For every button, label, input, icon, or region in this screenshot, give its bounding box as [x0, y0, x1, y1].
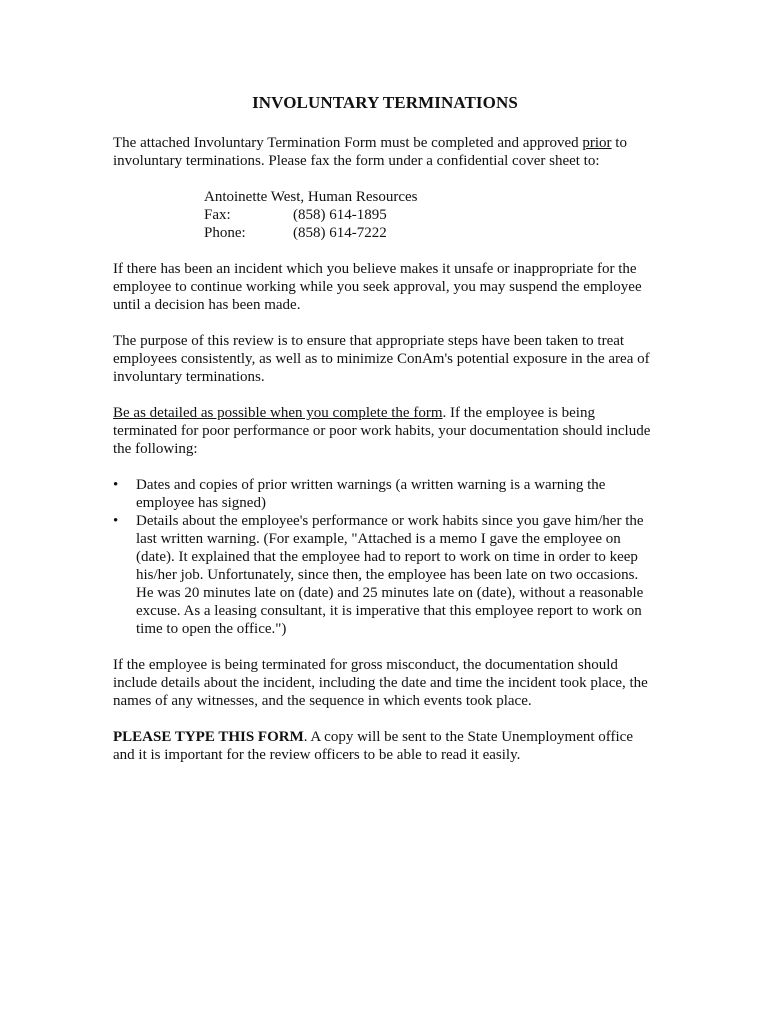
detail-rest: . If the employee is being terminated for poor performance or poor work habits, your documentation should include the following: — [113, 405, 651, 457]
list-item-text: Dates and copies of prior written warnings (a written warning is a warning the employee has signed) — [136, 477, 606, 511]
closing-bold: PLEASE TYPE THIS FORM — [113, 729, 304, 745]
bullet-icon: • — [113, 513, 119, 529]
intro-text-2: to involuntary terminations. Please fax the form under a confidential cover sheet to: — [113, 135, 627, 169]
phone-label: Phone: — [204, 225, 246, 241]
contact-name-row — [204, 188, 658, 206]
detail-underlined: Be as detailed as possible when you complete the form — [113, 405, 443, 421]
purpose-paragraph: The purpose of this review is to ensure that appropriate steps have been taken to treat employees consistently, as well as to minimize ConAm's potential exposure in the area of involuntary terminations. — [113, 333, 650, 385]
list-item — [113, 512, 658, 638]
intro-underlined-prior: prior — [582, 135, 612, 151]
contact-fax-row — [204, 206, 658, 224]
detail-paragraph — [113, 404, 658, 458]
intro-paragraph — [113, 134, 658, 170]
incident-paragraph: If there has been an incident which you believe makes it unsafe or inappropriate for the employee to continue working while you seek approval, you may suspend the employee until a decision has been made. — [113, 261, 642, 313]
documentation-list — [113, 476, 658, 638]
closing-rest: . A copy will be sent to the State Unemployment office and it is important for the review officers to be able to read it easily. — [113, 729, 633, 763]
closing-paragraph — [113, 728, 658, 764]
list-item — [113, 476, 658, 512]
list-item-text: Details about the employee's performance or work habits since you gave him/her the last written warning. (For example, "Attached is a memo I gave the employee on (date). It explained that the employee had to report to work on time in order to keep his/her job. Unfortunately, since then, the employee has been late on two occasions. He was 20 minutes late on (date) and 25 minutes late on (date), without a reasonable excuse. As a leasing consultant, it is imperative that this employee report to work on time to open the office.") — [136, 513, 644, 637]
contact-name: Antoinette West, Human Resources — [204, 189, 418, 205]
page-title: INVOLUNTARY TERMINATIONS — [252, 93, 518, 112]
document-body — [113, 134, 658, 782]
fax-value: (858) 614-1895 — [293, 207, 387, 223]
phone-value: (858) 614-7222 — [293, 225, 387, 241]
misconduct-paragraph: If the employee is being terminated for gross misconduct, the documentation should include details about the incident, including the date and time the incident took place, the names of any witnesses, and the sequence in which events took place. — [113, 657, 648, 709]
bullet-icon: • — [113, 477, 119, 493]
fax-label: Fax: — [204, 207, 231, 223]
intro-text-1: The attached Involuntary Termination Form must be completed and approved — [113, 135, 583, 151]
contact-block — [204, 188, 658, 242]
contact-phone-row — [204, 224, 658, 242]
